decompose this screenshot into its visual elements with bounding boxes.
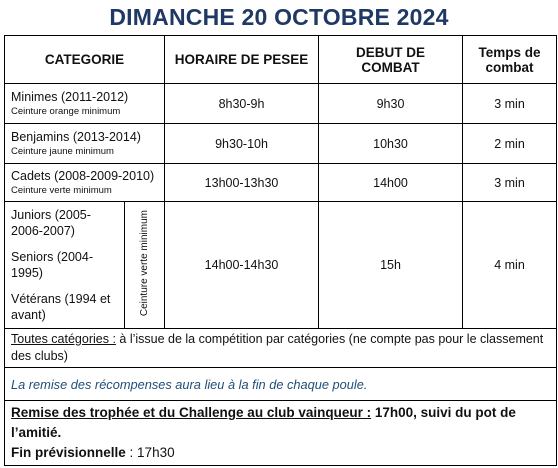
notes-text: à l’issue de la compétition par catégories (ne compte pas pour le classement des clubs) — [11, 332, 544, 363]
table-row — [5, 84, 557, 124]
category-cell — [5, 164, 165, 202]
info-row — [5, 368, 557, 401]
belt-requirement: Ceinture verte minimum — [11, 185, 112, 196]
category-juniors: Juniors (2005-2006-2007) — [11, 208, 91, 238]
header-categorie: CATEGORIE — [5, 36, 165, 84]
pesee-time: 8h30-9h — [165, 84, 319, 124]
header-debut — [319, 36, 463, 84]
combat-start: 15h — [319, 202, 463, 329]
category-seniors: Seniors (2004-1995) — [11, 250, 93, 280]
page-title: DIMANCHE 20 OCTOBRE 2024 — [109, 4, 449, 30]
fin-value: 17h30 — [137, 445, 175, 460]
belt-requirement: Ceinture orange minimum — [11, 106, 121, 117]
pesee-time: 9h30-10h — [165, 124, 319, 164]
pesee-time: 14h00-14h30 — [165, 202, 319, 329]
header-row — [5, 36, 557, 84]
combat-duration: 3 min — [463, 84, 557, 124]
combat-duration: 4 min — [463, 202, 557, 329]
notes-label: Toutes catégories : — [11, 332, 116, 346]
fin-line — [11, 443, 550, 463]
category-veterans: Vétérans (1994 et avant) — [11, 292, 111, 322]
table-row — [5, 164, 557, 202]
info-text: La remise des récompenses aura lieu à la fin de chaque poule. — [5, 368, 557, 401]
combat-duration: 3 min — [463, 164, 557, 202]
table-row — [5, 124, 557, 164]
combat-start: 10h30 — [319, 124, 463, 164]
fin-label: Fin prévisionnelle — [11, 445, 126, 460]
header-debut-label: DEBUT DE COMBAT — [356, 44, 426, 75]
group-categories-cell — [5, 202, 125, 329]
header-temps-label: Temps de combat — [478, 44, 541, 75]
schedule-table — [4, 35, 557, 466]
category-cell — [5, 84, 165, 124]
fin-separator: : — [125, 445, 138, 460]
header-horaire: HORAIRE DE PESEE — [165, 36, 319, 84]
combat-duration: 2 min — [463, 124, 557, 164]
category-cell — [5, 124, 165, 164]
trophy-label: Remise des trophée et du Challenge au club vainqueur : — [11, 405, 372, 420]
final-row — [5, 401, 557, 466]
final-cell — [5, 401, 557, 466]
notes-row — [5, 329, 557, 368]
header-temps — [463, 36, 557, 84]
category-name: Benjamins (2013-2014) — [11, 130, 141, 144]
trophy-text: 17h00, suivi du pot de l’amitié. — [11, 405, 516, 440]
pesee-time: 13h00-13h30 — [165, 164, 319, 202]
table-row-group — [5, 202, 557, 329]
combat-start: 9h30 — [319, 84, 463, 124]
trophy-line — [11, 403, 550, 443]
belt-requirement-vertical-text: Ceinture verte minimum — [138, 210, 150, 317]
category-name: Minimes (2011-2012) — [11, 90, 129, 104]
category-name: Cadets (2008-2009-2010) — [11, 169, 155, 183]
belt-requirement-vertical — [125, 202, 165, 329]
notes-cell — [5, 329, 557, 368]
combat-start: 14h00 — [319, 164, 463, 202]
belt-requirement: Ceinture jaune minimum — [11, 146, 114, 157]
